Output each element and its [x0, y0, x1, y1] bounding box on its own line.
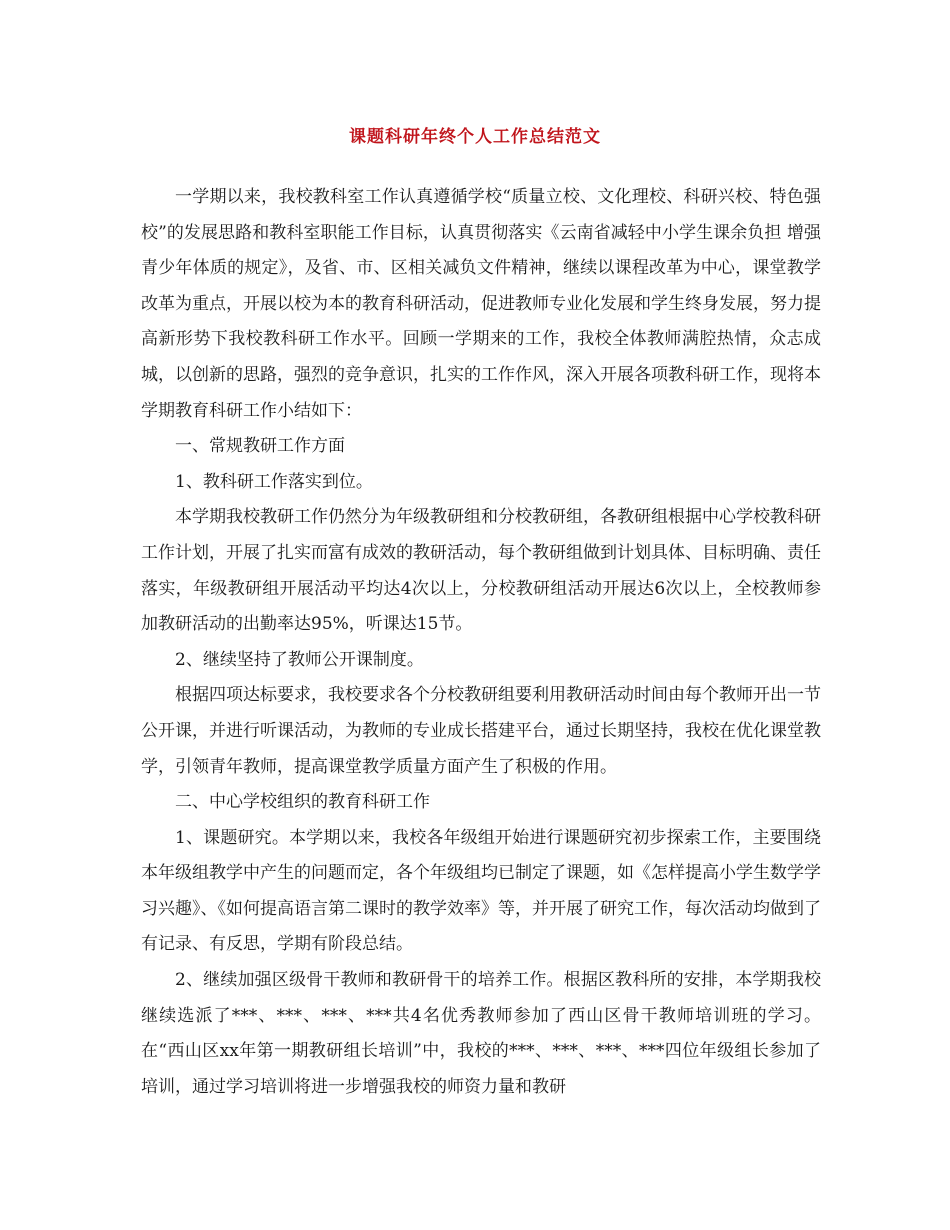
- document-body: [141, 180, 821, 1105]
- subheading-implementation: 1、教科研工作落实到位。: [175, 471, 373, 492]
- paragraph-open-class: 根据四项达标要求，我校要求各个分校教研组要利用教研活动时间由每个教师开出一节公开课，并进行听课活动，为教师的专业成长搭建平台，通过长期坚持，我校在优化课堂教学，引领青年教师，提高课堂教学质量方面产生了积极的作用。: [141, 685, 821, 777]
- paragraph-teacher-training: 2、继续加强区级骨干教师和教研骨干的培养工作。根据区教科所的安排，本学期我校继续选派了***、***、***、***共4名优秀教师参加了西山区骨干教师培训班的学习。在“西山区xx年第一期教研组长培训”中，我校的***、***、***、***四位年级组长参加了培训，通过学习培训将进一步增强我校的师资力量和教研: [141, 970, 821, 1097]
- document-title: 课题科研年终个人工作总结范文: [349, 127, 601, 147]
- paragraph-intro: 一学期以来，我校教科室工作认真遵循学校“质量立校、文化理校、科研兴校、特色强校”的发展思路和教科室职能工作目标，认真贯彻落实《云南省减轻中小学生课余负担 增强青少年体质的规定》，及省、市、区相关减负文件精神，继续以课程改革为中心，课堂教学改革为重点，开展以校为本的教育科研活动，促进教师专业化发展和学生终身发展，努力提高新形势下我校教科研工作水平。回顾一学期来的工作，我校全体教师满腔热情，众志成城，以创新的思路，强烈的竞争意识，扎实的工作作风，深入开展各项教科研工作，现将本学期教育科研工作小结如下：: [141, 187, 821, 421]
- subheading-open-class: 2、继续坚持了教师公开课制度。: [175, 649, 424, 670]
- section-heading-routine-research: 一、常规教研工作方面: [175, 436, 345, 457]
- paragraph-research-groups: 本学期我校教研工作仍然分为年级教研组和分校教研组，各教研组根据中心学校教科研工作计划，开展了扎实而富有成效的教研活动，每个教研组做到计划具体、目标明确、责任落实，年级教研组开展活动平均达4次以上，分校教研组活动开展达6次以上，全校教师参加教研活动的出勤率达95%，听课达15节。: [141, 507, 821, 635]
- section-heading-central-school: 二、中心学校组织的教育科研工作: [175, 792, 430, 813]
- paragraph-topic-research: 1、课题研究。本学期以来，我校各年级组开始进行课题研究初步探索工作，主要围绕本年级组教学中产生的问题而定，各个年级组均已制定了课题，如《怎样提高小学生数学学习兴趣》、《如何提高语言第二课时的教学效率》等，并开展了研究工作，每次活动均做到了有记录、有反思，学期有阶段总结。: [141, 827, 821, 955]
